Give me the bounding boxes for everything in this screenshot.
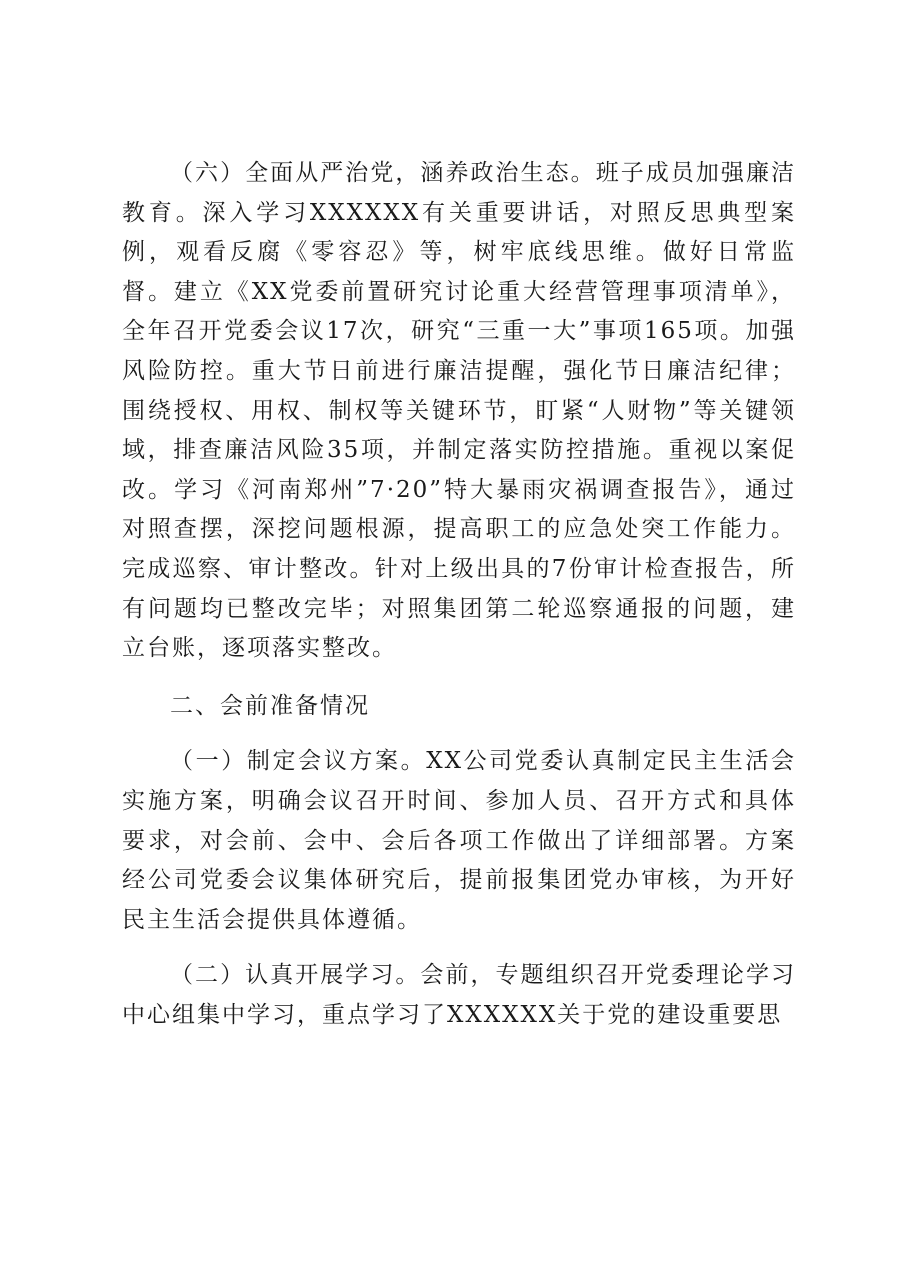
- section-heading-preparation: 二、会前准备情况: [170, 692, 370, 719]
- paragraph-party-governance: （六）全面从严治党，涵养政治生态。班子成员加强廉洁教育。深入学习XXXXXX有关重要讲话，对照反思典型案例，观看反腐《零容忍》等，树牢底线思维。做好日常监督。建立《XX党委前置研究讨论重大经营管理事项清单》，全年召开党委会议17次，研究“三重一大”事项165项。加强风险防控。重大节日前进行廉洁提醒，强化节日廉洁纪律；围绕授权、用权、制权等关键环节，盯紧“人财物”等关键领域，排查廉洁风险35项，并制定落实防控措施。重视以案促改。学习《河南郑州”7·20”特大暴雨灾祸调查报告》，通过对照查摆，深挖问题根源，提高职工的应急处突工作能力。完成巡察、审计整改。针对上级出具的7份审计检查报告，所有问题均已整改完毕；对照集团第二轮巡察通报的问题，建立台账，逐项落实整改。: [122, 160, 796, 662]
- paragraph-meeting-plan: （一）制定会议方案。XX公司党委认真制定民主生活会实施方案，明确会议召开时间、参加人员、召开方式和具体要求，对会前、会中、会后各项工作做出了详细部署。方案经公司党委会议集体研究后，提前报集团党办审核，为开好民主生活会提供具体遵循。: [122, 748, 796, 933]
- document-body: [122, 154, 796, 1035]
- paragraph-study: （二）认真开展学习。会前，专题组织召开党委理论学习中心组集中学习，重点学习了XXXXXX关于党的建设重要思: [122, 962, 796, 1028]
